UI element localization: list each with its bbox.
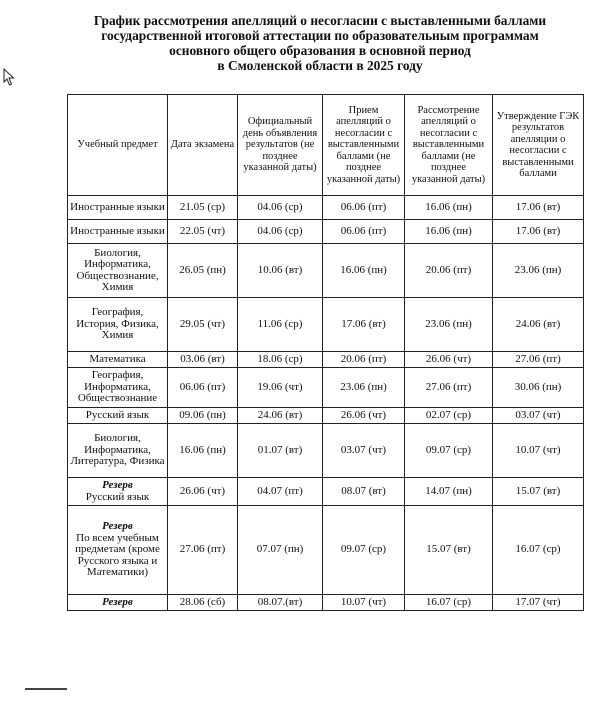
- gek-approval-cell: 17.07 (чт): [493, 595, 584, 611]
- gek-approval-cell: 30.06 (пн): [493, 368, 584, 408]
- subject-cell: [68, 424, 168, 478]
- reserve-label: Резерв: [102, 595, 133, 608]
- title-line: основного общего образования в основной период: [169, 43, 471, 58]
- gek-approval-cell: 27.06 (пт): [493, 352, 584, 368]
- subject-cell: [68, 408, 168, 424]
- exam-date-cell: 09.06 (пн): [168, 408, 238, 424]
- subject-name: Биология, Информатика, Литература, Физика: [70, 432, 165, 468]
- table-row: [68, 424, 584, 478]
- results-date-cell: 24.06 (вт): [238, 408, 323, 424]
- subject-cell: [68, 595, 168, 611]
- subject-cell: [68, 220, 168, 244]
- gek-approval-cell: 03.07 (чт): [493, 408, 584, 424]
- gek-approval-cell: 24.06 (вт): [493, 298, 584, 352]
- appeal-intake-cell: 03.07 (чт): [323, 424, 405, 478]
- results-date-cell: 04.06 (ср): [238, 220, 323, 244]
- results-date-cell: 01.07 (вт): [238, 424, 323, 478]
- appeal-review-cell: 09.07 (ср): [405, 424, 493, 478]
- table-row: [68, 478, 584, 506]
- gek-approval-cell: 16.07 (ср): [493, 506, 584, 595]
- table-row: [68, 196, 584, 220]
- subject-cell: [68, 196, 168, 220]
- appeal-review-cell: 15.07 (вт): [405, 506, 493, 595]
- subject-cell: [68, 478, 168, 506]
- appeal-intake-cell: 16.06 (пн): [323, 244, 405, 298]
- exam-date-cell: 16.06 (пн): [168, 424, 238, 478]
- subject-name: Математика: [89, 352, 146, 365]
- table-row: [68, 244, 584, 298]
- results-date-cell: 04.06 (ср): [238, 196, 323, 220]
- reserve-label: Резерв: [102, 479, 133, 491]
- table-row: [68, 220, 584, 244]
- gek-approval-cell: 17.06 (вт): [493, 196, 584, 220]
- header-appeal-intake: Прием апелляций о несогласии с выставленными баллами (не позднее указанной даты): [323, 95, 405, 196]
- exam-date-cell: 26.05 (пн): [168, 244, 238, 298]
- subject-name: Биология, Информатика, Обществознание, Химия: [76, 246, 159, 293]
- subject-name: Русский язык: [85, 490, 150, 503]
- exam-date-cell: 03.06 (вт): [168, 352, 238, 368]
- appeal-review-cell: 26.06 (чт): [405, 352, 493, 368]
- subject-cell: [68, 352, 168, 368]
- results-date-cell: 11.06 (ср): [238, 298, 323, 352]
- appeal-review-cell: 14.07 (пн): [405, 478, 493, 506]
- results-date-cell: 08.07.(вт): [238, 595, 323, 611]
- exam-date-cell: 27.06 (пт): [168, 506, 238, 595]
- appeal-review-cell: 16.06 (пн): [405, 196, 493, 220]
- appeal-review-cell: 02.07 (ср): [405, 408, 493, 424]
- results-date-cell: 10.06 (вт): [238, 244, 323, 298]
- header-exam-date: Дата экзамена: [168, 95, 238, 196]
- header-subject: Учебный предмет: [68, 95, 168, 196]
- gek-approval-cell: 23.06 (пн): [493, 244, 584, 298]
- appeal-review-cell: 20.06 (пт): [405, 244, 493, 298]
- table-row: [68, 298, 584, 352]
- subject-name: Иностранные языки: [70, 224, 165, 237]
- subject-name: Иностранные языки: [70, 200, 165, 213]
- appeal-intake-cell: 06.06 (пт): [323, 220, 405, 244]
- table-row: [68, 408, 584, 424]
- mouse-pointer-icon: [3, 68, 15, 86]
- document-title: [60, 13, 580, 73]
- appeal-review-cell: 23.06 (пн): [405, 298, 493, 352]
- subject-name: Русский язык: [85, 408, 150, 421]
- appeal-review-cell: 16.07 (ср): [405, 595, 493, 611]
- exam-date-cell: 28.06 (сб): [168, 595, 238, 611]
- gek-approval-cell: 15.07 (вт): [493, 478, 584, 506]
- appeal-review-cell: 27.06 (пт): [405, 368, 493, 408]
- results-date-cell: 04.07 (пт): [238, 478, 323, 506]
- appeal-intake-cell: 17.06 (вт): [323, 298, 405, 352]
- appeal-intake-cell: 26.06 (чт): [323, 408, 405, 424]
- appeal-review-cell: 16.06 (пн): [405, 220, 493, 244]
- subject-cell: [68, 298, 168, 352]
- exam-date-cell: 29.05 (чт): [168, 298, 238, 352]
- appeal-intake-cell: 08.07 (вт): [323, 478, 405, 506]
- title-line: График рассмотрения апелляций о несогласии с выставленными баллами: [93, 13, 547, 28]
- exam-date-cell: 06.06 (пт): [168, 368, 238, 408]
- appeal-intake-cell: 20.06 (пт): [323, 352, 405, 368]
- appeal-intake-cell: 09.07 (ср): [323, 506, 405, 595]
- header-appeal-review: Рассмотрение апелляций о несогласии с выставленными баллами (не позднее указанной даты): [405, 95, 493, 196]
- appeal-intake-cell: 23.06 (пн): [323, 368, 405, 408]
- subject-cell: [68, 506, 168, 595]
- title-line: государственной итоговой аттестации по образовательным программам: [101, 28, 539, 43]
- subject-name: По всем учебным предметам (кроме Русского языка и Математики): [75, 531, 160, 579]
- table-row: [68, 595, 584, 611]
- table-row: [68, 506, 584, 595]
- appeal-intake-cell: 06.06 (пт): [323, 196, 405, 220]
- gek-approval-cell: 17.06 (вт): [493, 220, 584, 244]
- table-header-row: [68, 95, 584, 196]
- subject-cell: [68, 244, 168, 298]
- appeal-intake-cell: 10.07 (чт): [323, 595, 405, 611]
- title-line: в Смоленской области в 2025 году: [217, 58, 423, 73]
- header-gek-approval: Утверждение ГЭК результатов апелляции о несогласии с выставленными баллами: [493, 95, 584, 196]
- results-date-cell: 18.06 (ср): [238, 352, 323, 368]
- appeals-schedule-table: [67, 94, 584, 611]
- reserve-label: Резерв: [102, 520, 133, 533]
- results-date-cell: 07.07 (пн): [238, 506, 323, 595]
- subject-name: География, Информатика, Обществознание: [77, 369, 158, 405]
- subject-cell: [68, 368, 168, 408]
- footer-divider: [25, 688, 67, 690]
- exam-date-cell: 21.05 (ср): [168, 196, 238, 220]
- gek-approval-cell: 10.07 (чт): [493, 424, 584, 478]
- results-date-cell: 19.06 (чт): [238, 368, 323, 408]
- table-row: [68, 352, 584, 368]
- exam-date-cell: 22.05 (чт): [168, 220, 238, 244]
- subject-name: География, История, Физика, Химия: [76, 306, 159, 342]
- table-row: [68, 368, 584, 408]
- header-results-date: Официальный день объявления результатов (не позднее указанной даты): [238, 95, 323, 196]
- exam-date-cell: 26.06 (чт): [168, 478, 238, 506]
